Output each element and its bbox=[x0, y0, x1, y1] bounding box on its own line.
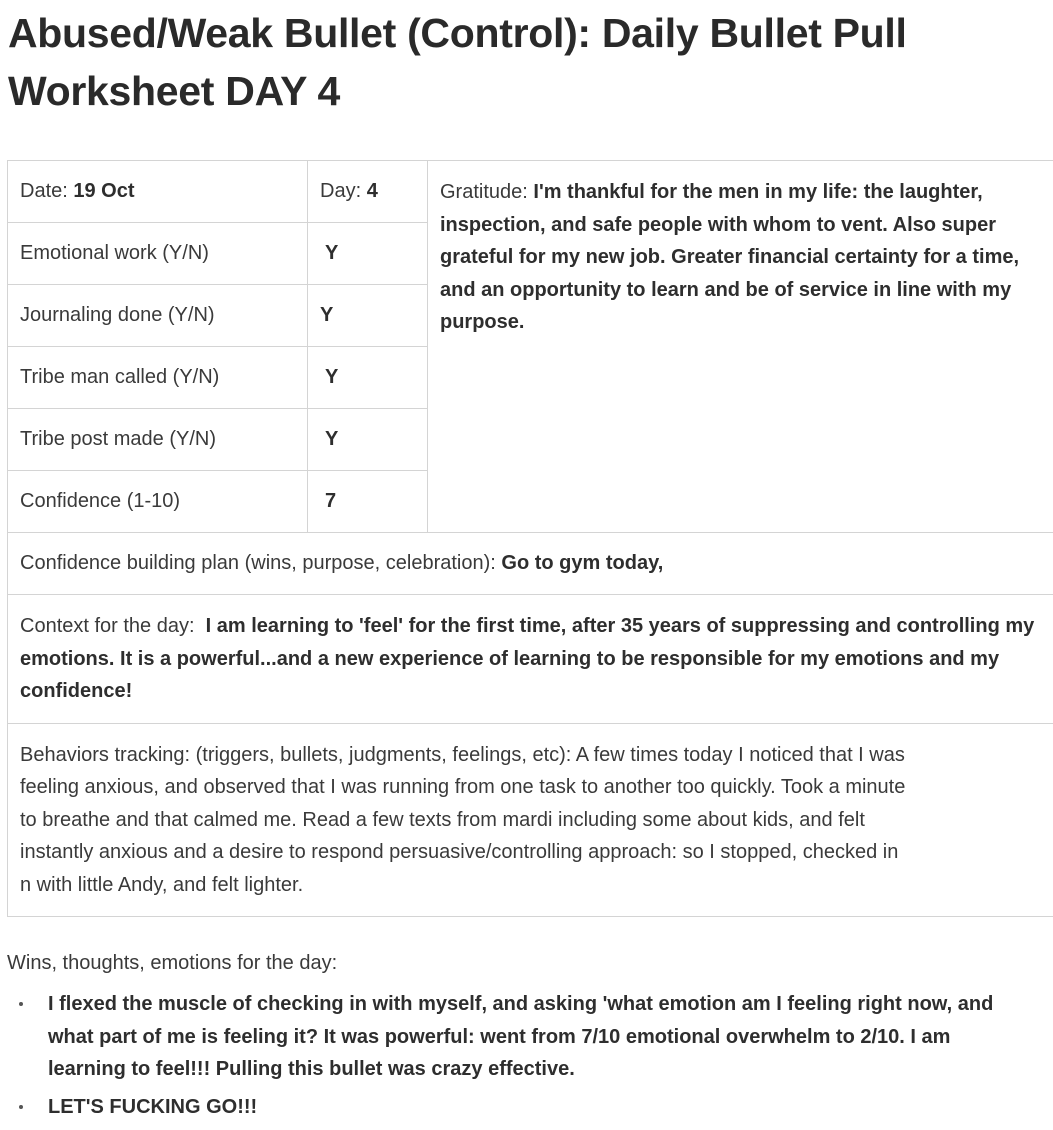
context-label: Context for the day: bbox=[20, 615, 195, 637]
behaviors-line: instantly anxious and a desire to respond persuasive/controlling approach: so I stopped, checked in bbox=[20, 841, 899, 863]
behaviors-line: feeling anxious, and observed that I was running from one task to another too quickly. Took a minute bbox=[20, 776, 906, 798]
row-label: Tribe man called (Y/N) bbox=[8, 347, 308, 409]
row-label: Emotional work (Y/N) bbox=[8, 223, 308, 285]
list-item-text: I flexed the muscle of checking in with myself, and asking 'what emotion am I feeling right now, and what part of me is feeling it? It was powerful: went from 7/10 emotional overwhelm to 2/10. I am learning to feel!!! Pulling this bullet was crazy effective. bbox=[48, 993, 994, 1080]
behaviors-cell bbox=[8, 723, 1053, 917]
table-row-date bbox=[8, 161, 1053, 223]
table-row-behaviors bbox=[8, 723, 1053, 917]
wins-list bbox=[0, 988, 1030, 1128]
row-label: Journaling done (Y/N) bbox=[8, 285, 308, 347]
day-label: Day: bbox=[320, 180, 362, 202]
row-value: Y bbox=[308, 347, 428, 409]
behaviors-line: to breathe and that calmed me. Read a few texts from mardi including some about kids, and felt bbox=[20, 808, 865, 831]
list-item-text: LET'S FUCKING GO!!! bbox=[48, 1095, 258, 1118]
gratitude-text: I'm thankful for the men in my life: the laughter, inspection, and safe people with whom to vent. Also super grateful for my new job. Greater financial certainty for a time, and an opportunity to learn and be of service in line with my purpose. bbox=[440, 181, 1020, 333]
day-value: 4 bbox=[366, 180, 378, 202]
worksheet-table bbox=[7, 160, 1053, 917]
table-row-confidence-plan bbox=[8, 533, 1053, 595]
gratitude-label: Gratitude: bbox=[440, 181, 528, 203]
confidence-plan-cell bbox=[8, 533, 1053, 595]
row-label: Tribe post made (Y/N) bbox=[8, 409, 308, 471]
confidence-plan-text: Go to gym today, bbox=[501, 552, 664, 575]
row-label: Confidence (1-10) bbox=[8, 471, 308, 533]
page-title: Abused/Weak Bullet (Control): Daily Bullet Pull Worksheet DAY 4 bbox=[8, 10, 907, 114]
row-value: Y bbox=[308, 223, 428, 285]
gratitude-cell bbox=[428, 161, 1053, 533]
context-cell bbox=[8, 595, 1053, 724]
confidence-plan-label: Confidence building plan (wins, purpose, celebration): bbox=[20, 552, 496, 575]
day-cell bbox=[308, 161, 428, 223]
list-item bbox=[0, 1091, 1030, 1124]
date-cell bbox=[8, 161, 308, 223]
list-item bbox=[0, 988, 1030, 1086]
row-value: Y bbox=[308, 409, 428, 471]
wins-heading: Wins, thoughts, emotions for the day: bbox=[7, 952, 338, 974]
behaviors-line: n with little Andy, and felt lighter. bbox=[20, 873, 304, 896]
context-text: I am learning to 'feel' for the first time, after 35 years of suppressing and controlling my emotions. It is a powerful...and a new experience of learning to be responsible for my emotions and my confidence! bbox=[20, 615, 1035, 702]
row-value: 7 bbox=[308, 471, 428, 533]
bullet-dot-icon bbox=[19, 1002, 23, 1006]
table-row-context bbox=[8, 595, 1053, 724]
behaviors-line: Behaviors tracking: (triggers, bullets, judgments, feelings, etc): A few times today I noticed that I was bbox=[20, 743, 905, 766]
bullet-dot-icon bbox=[19, 1105, 23, 1109]
row-value: Y bbox=[308, 285, 428, 347]
date-value: 19 Oct bbox=[73, 180, 135, 202]
date-label: Date: bbox=[20, 180, 68, 202]
